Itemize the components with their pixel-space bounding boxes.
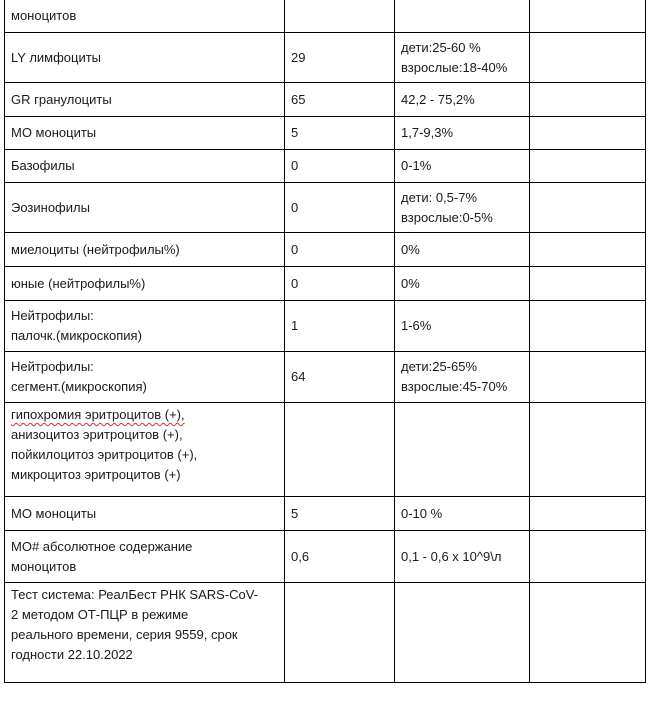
parameter-line: гипохромия эритроцитов (+), (11, 407, 185, 422)
cell-value: 64 (285, 352, 395, 403)
parameter-line: моноцитов (11, 558, 77, 574)
cell-empty (530, 150, 646, 183)
cell-parameter: Эозинофилы (5, 183, 285, 233)
cell-value: 0 (285, 267, 395, 301)
parameter-line: анизоцитоз эритроцитов (+), (11, 427, 183, 442)
cell-empty (530, 183, 646, 233)
parameter-line: 2 методом ОТ-ПЦР в режиме (11, 607, 189, 622)
table-row (5, 267, 646, 301)
norm-line: дети:25-60 % (401, 39, 481, 55)
cell-parameter: Базофилы (5, 150, 285, 183)
cell-value: 5 (285, 497, 395, 531)
parameter-line: МО# абсолютное содержание (11, 538, 193, 554)
cell-parameter: моноцитов (5, 0, 285, 33)
cell-empty (530, 0, 646, 33)
cell-empty (530, 233, 646, 267)
cell-parameter: МО моноциты (5, 117, 285, 150)
cell-norm (395, 352, 530, 403)
table-row (5, 117, 646, 150)
analysis-results-table (4, 0, 646, 683)
cell-norm: 0% (395, 267, 530, 301)
cell-empty (530, 583, 646, 683)
norm-line: дети: 0,5-7% (401, 189, 478, 205)
parameter-line: пойкилоцитоз эритроцитов (+), (11, 447, 198, 462)
cell-parameter: МО моноциты (5, 497, 285, 531)
cell-parameter (5, 531, 285, 583)
norm-line: дети:25-65% (401, 359, 478, 374)
parameter-line: годности 22.10.2022 (11, 647, 133, 662)
parameter-line: Тест система: РеалБест РНК SARS-CoV- (11, 587, 259, 602)
cell-norm (395, 183, 530, 233)
table-row (5, 233, 646, 267)
cell-value: 65 (285, 83, 395, 117)
cell-empty (530, 403, 646, 497)
cell-empty (530, 497, 646, 531)
cell-empty (530, 352, 646, 403)
cell-empty (530, 531, 646, 583)
norm-line: взрослые:18-40% (401, 59, 508, 75)
cell-empty (530, 301, 646, 352)
cell-empty (530, 83, 646, 117)
table-row (5, 0, 646, 33)
cell-value (285, 0, 395, 33)
cell-parameter (5, 583, 285, 683)
norm-line: взрослые:0-5% (401, 209, 493, 225)
cell-value: 1 (285, 301, 395, 352)
cell-norm: 1,7-9,3% (395, 117, 530, 150)
table-row (5, 150, 646, 183)
parameter-line: микроцитоз эритроцитов (+) (11, 467, 181, 482)
table-row (5, 183, 646, 233)
cell-parameter: LY лимфоциты (5, 33, 285, 83)
cell-parameter (5, 352, 285, 403)
cell-norm: 0-1% (395, 150, 530, 183)
cell-empty (530, 267, 646, 301)
cell-value: 0 (285, 233, 395, 267)
table-row (5, 83, 646, 117)
cell-empty (530, 33, 646, 83)
cell-norm: 42,2 - 75,2% (395, 83, 530, 117)
cell-norm: 0,1 - 0,6 х 10^9\л (395, 531, 530, 583)
cell-value: 0,6 (285, 531, 395, 583)
cell-parameter: GR гранулоциты (5, 83, 285, 117)
cell-value: 0 (285, 183, 395, 233)
cell-parameter: миелоциты (нейтрофилы%) (5, 233, 285, 267)
cell-parameter (5, 403, 285, 497)
cell-empty (530, 117, 646, 150)
cell-norm (395, 403, 530, 497)
table-row (5, 301, 646, 352)
cell-norm (395, 33, 530, 83)
table-row (5, 403, 646, 497)
cell-parameter: юные (нейтрофилы%) (5, 267, 285, 301)
cell-norm: 1-6% (395, 301, 530, 352)
cell-norm: 0-10 % (395, 497, 530, 531)
cell-value: 0 (285, 150, 395, 183)
cell-value: 5 (285, 117, 395, 150)
cell-value: 29 (285, 33, 395, 83)
table-row (5, 33, 646, 83)
cell-value (285, 583, 395, 683)
parameter-line: палочк.(микроскопия) (11, 328, 142, 343)
parameter-line: реального времени, серия 9559, срок (11, 627, 238, 642)
norm-line: взрослые:45-70% (401, 379, 508, 394)
table-row (5, 497, 646, 531)
table-row (5, 352, 646, 403)
cell-norm (395, 583, 530, 683)
cell-value (285, 403, 395, 497)
table-row (5, 583, 646, 683)
cell-parameter (5, 301, 285, 352)
cell-norm (395, 0, 530, 33)
parameter-line: Нейтрофилы: (11, 308, 94, 323)
table-row (5, 531, 646, 583)
parameter-line: сегмент.(микроскопия) (11, 379, 147, 394)
parameter-line: Нейтрофилы: (11, 359, 94, 374)
cell-norm: 0% (395, 233, 530, 267)
